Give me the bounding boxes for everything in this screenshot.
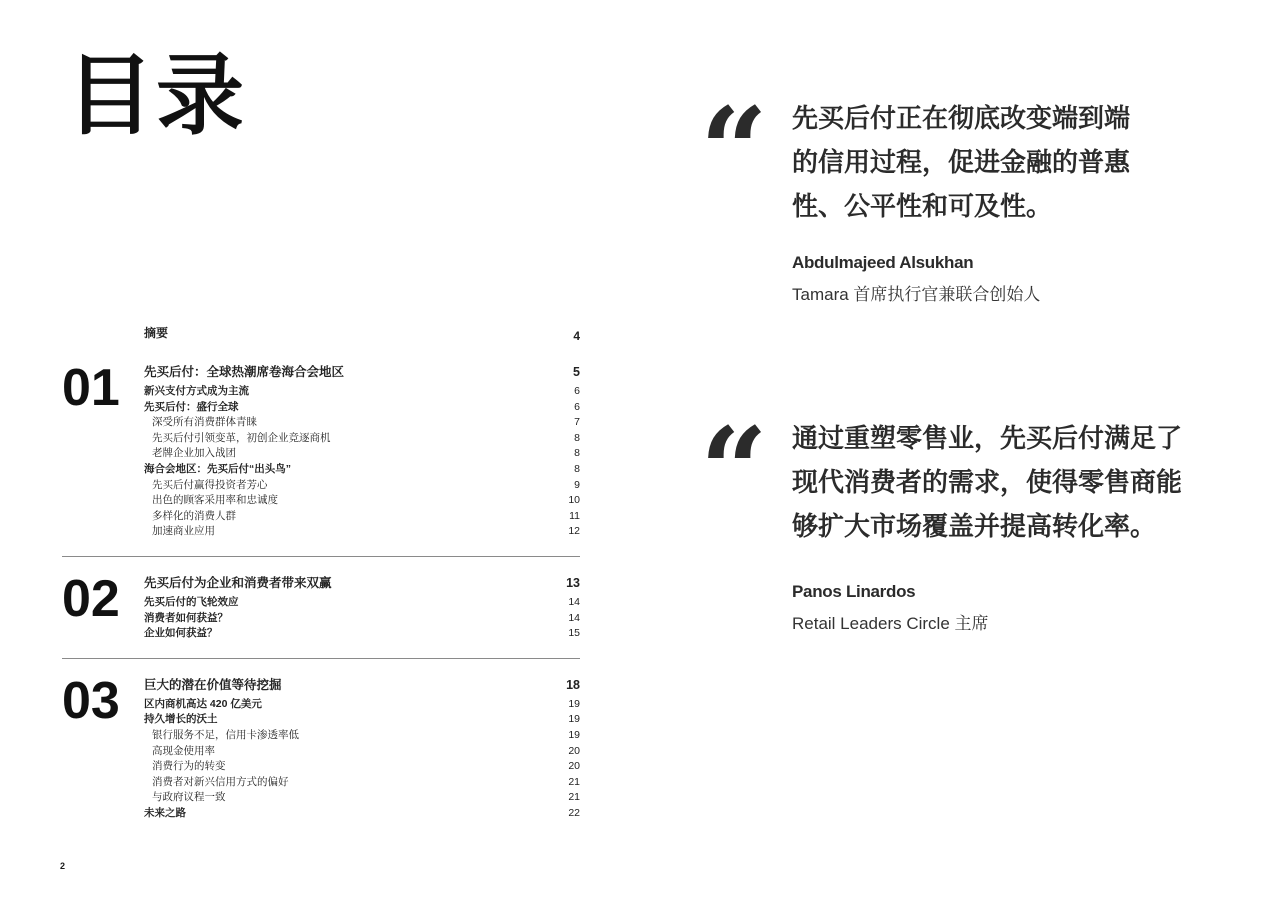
- quote-author: Abdulmajeed Alsukhan: [792, 253, 974, 272]
- toc-entry-page: 6: [574, 400, 580, 413]
- toc-section-heading[interactable]: [62, 360, 580, 384]
- quote-line: 的信用过程，促进金融的普惠: [792, 147, 1131, 177]
- toc-section: [62, 360, 580, 540]
- toc-entry-page: 12: [568, 525, 580, 538]
- section-divider: [62, 556, 580, 557]
- toc-entry[interactable]: [62, 431, 580, 447]
- quote-line: 性、公平性和可及性。: [792, 191, 1053, 221]
- toc-entry-label: 未来之路: [144, 806, 186, 819]
- toc-entry[interactable]: [62, 759, 580, 775]
- toc-entry-label: 持久增长的沃土: [144, 713, 218, 726]
- toc-entry-page: 21: [568, 775, 580, 788]
- toc-entry[interactable]: [62, 446, 580, 462]
- toc-entry-page: 8: [574, 447, 580, 460]
- toc-entry-label: 先买后付：盛行全球: [144, 400, 239, 413]
- toc-entry-label: 企业如何获益？: [144, 627, 218, 640]
- toc-entry-label: 消费者对新兴信用方式的偏好: [152, 775, 289, 788]
- section-number: 03: [62, 671, 120, 730]
- toc-entry-page: 20: [568, 760, 580, 773]
- toc-entry-label: 消费者如何获益？: [144, 611, 228, 624]
- section-number: 01: [62, 359, 120, 417]
- toc-entry[interactable]: [62, 626, 580, 642]
- table-of-contents: [62, 322, 580, 821]
- quote-mark-icon: “: [700, 401, 768, 540]
- toc-entry-label: 先买后付的飞轮效应: [144, 595, 239, 608]
- quote-block-2: [700, 401, 1200, 636]
- quote-mark-icon: “: [700, 81, 768, 220]
- toc-entry-label: 高现金使用率: [152, 744, 215, 757]
- toc-entry[interactable]: [62, 611, 580, 627]
- toc-entry-page: 14: [568, 595, 580, 608]
- toc-entry-label: 区内商机高达 420 亿美元: [144, 697, 262, 710]
- toc-entry-label: 与政府议程一致: [152, 791, 226, 804]
- quote-line: 现代消费者的需求，使得零售商能: [792, 467, 1183, 497]
- toc-entry[interactable]: [62, 712, 580, 728]
- quote-line: 先买后付正在彻底改变端到端: [792, 103, 1131, 133]
- toc-entry[interactable]: [62, 744, 580, 760]
- quote-text: [792, 96, 1202, 228]
- toc-entry-page: 15: [568, 627, 580, 640]
- toc-entry[interactable]: [62, 462, 580, 478]
- toc-summary-row[interactable]: [62, 322, 580, 348]
- toc-entry-page: 14: [568, 611, 580, 624]
- toc-entry-label: 加速商业应用: [152, 525, 215, 538]
- toc-entry[interactable]: [62, 415, 580, 431]
- section-divider: [62, 658, 580, 659]
- quote-line: 够扩大市场覆盖并提高转化率。: [792, 511, 1157, 541]
- toc-entry-page: 22: [568, 806, 580, 819]
- toc-entry-label: 老牌企业加入战团: [152, 447, 236, 460]
- quote-text: [792, 416, 1202, 548]
- quote-author-role: Tamara 首席执行官兼联合创始人: [792, 285, 1041, 304]
- toc-entry-page: 8: [574, 431, 580, 444]
- toc-entry-page: 6: [574, 385, 580, 397]
- toc-entry[interactable]: [62, 478, 580, 494]
- toc-entry[interactable]: [62, 595, 580, 611]
- page-number: 2: [60, 861, 66, 871]
- toc-entry[interactable]: [62, 400, 580, 416]
- toc-entry-page: 8: [574, 462, 580, 475]
- toc-entry-label: 先买后付引领变革，初创企业竞逐商机: [152, 431, 331, 444]
- toc-entry-page: 19: [568, 728, 580, 741]
- toc-entry[interactable]: [62, 728, 580, 744]
- toc-entry-page: 20: [568, 744, 580, 757]
- quote-block-1: [700, 81, 1200, 316]
- toc-entry-page: 9: [574, 478, 580, 491]
- toc-heading-page: 5: [573, 365, 580, 379]
- toc-entry[interactable]: [62, 790, 580, 806]
- toc-section: [62, 673, 580, 822]
- toc-entry-page: 19: [568, 713, 580, 726]
- quote-line: 通过重塑零售业，先买后付满足了: [792, 423, 1183, 453]
- toc-entry[interactable]: [62, 509, 580, 525]
- toc-heading-label: 巨大的潜在价值等待挖掘: [144, 677, 282, 692]
- toc-entry-label: 先买后付赢得投资者芳心: [152, 478, 268, 491]
- toc-entry-page: 10: [568, 494, 580, 507]
- toc-section-heading[interactable]: [62, 571, 580, 595]
- toc-entry-page: 19: [568, 697, 580, 710]
- toc-entry[interactable]: [62, 384, 580, 400]
- quote-author-role: Retail Leaders Circle 主席: [792, 614, 989, 633]
- toc-section-heading[interactable]: [62, 673, 580, 697]
- toc-heading-page: 13: [566, 575, 580, 590]
- toc-entry-label: 银行服务不足，信用卡渗透率低: [152, 728, 299, 741]
- toc-entry-label: 深受所有消费群体青睐: [152, 416, 257, 429]
- toc-entry[interactable]: [62, 806, 580, 822]
- toc-entry-label: 新兴支付方式成为主流: [144, 385, 249, 397]
- toc-heading-page: 18: [566, 677, 580, 692]
- toc-heading-label: 先买后付为企业和消费者带来双赢: [144, 575, 332, 590]
- toc-entry[interactable]: [62, 697, 580, 713]
- toc-entry-label: 海合会地区：先买后付“出头鸟”: [144, 462, 291, 475]
- toc-entry-label: 消费行为的转变: [152, 760, 226, 773]
- toc-entry-page: 7: [574, 416, 580, 429]
- toc-entry-page: 11: [569, 509, 580, 522]
- toc-summary-page: 4: [573, 329, 580, 343]
- toc-entry-page: 21: [568, 791, 580, 804]
- section-number: 02: [62, 569, 120, 628]
- quote-author: Panos Linardos: [792, 582, 916, 601]
- toc-entry[interactable]: [62, 775, 580, 791]
- toc-heading-label: 先买后付：全球热潮席卷海合会地区: [144, 365, 345, 379]
- toc-entry-label: 多样化的消费人群: [152, 509, 236, 522]
- toc-section: [62, 571, 580, 642]
- toc-summary-label: 摘要: [144, 326, 169, 340]
- toc-entry[interactable]: [62, 524, 580, 540]
- page-title: 目录: [66, 46, 247, 145]
- toc-entry[interactable]: [62, 493, 580, 509]
- toc-entry-label: 出色的顾客采用率和忠诚度: [152, 494, 278, 507]
